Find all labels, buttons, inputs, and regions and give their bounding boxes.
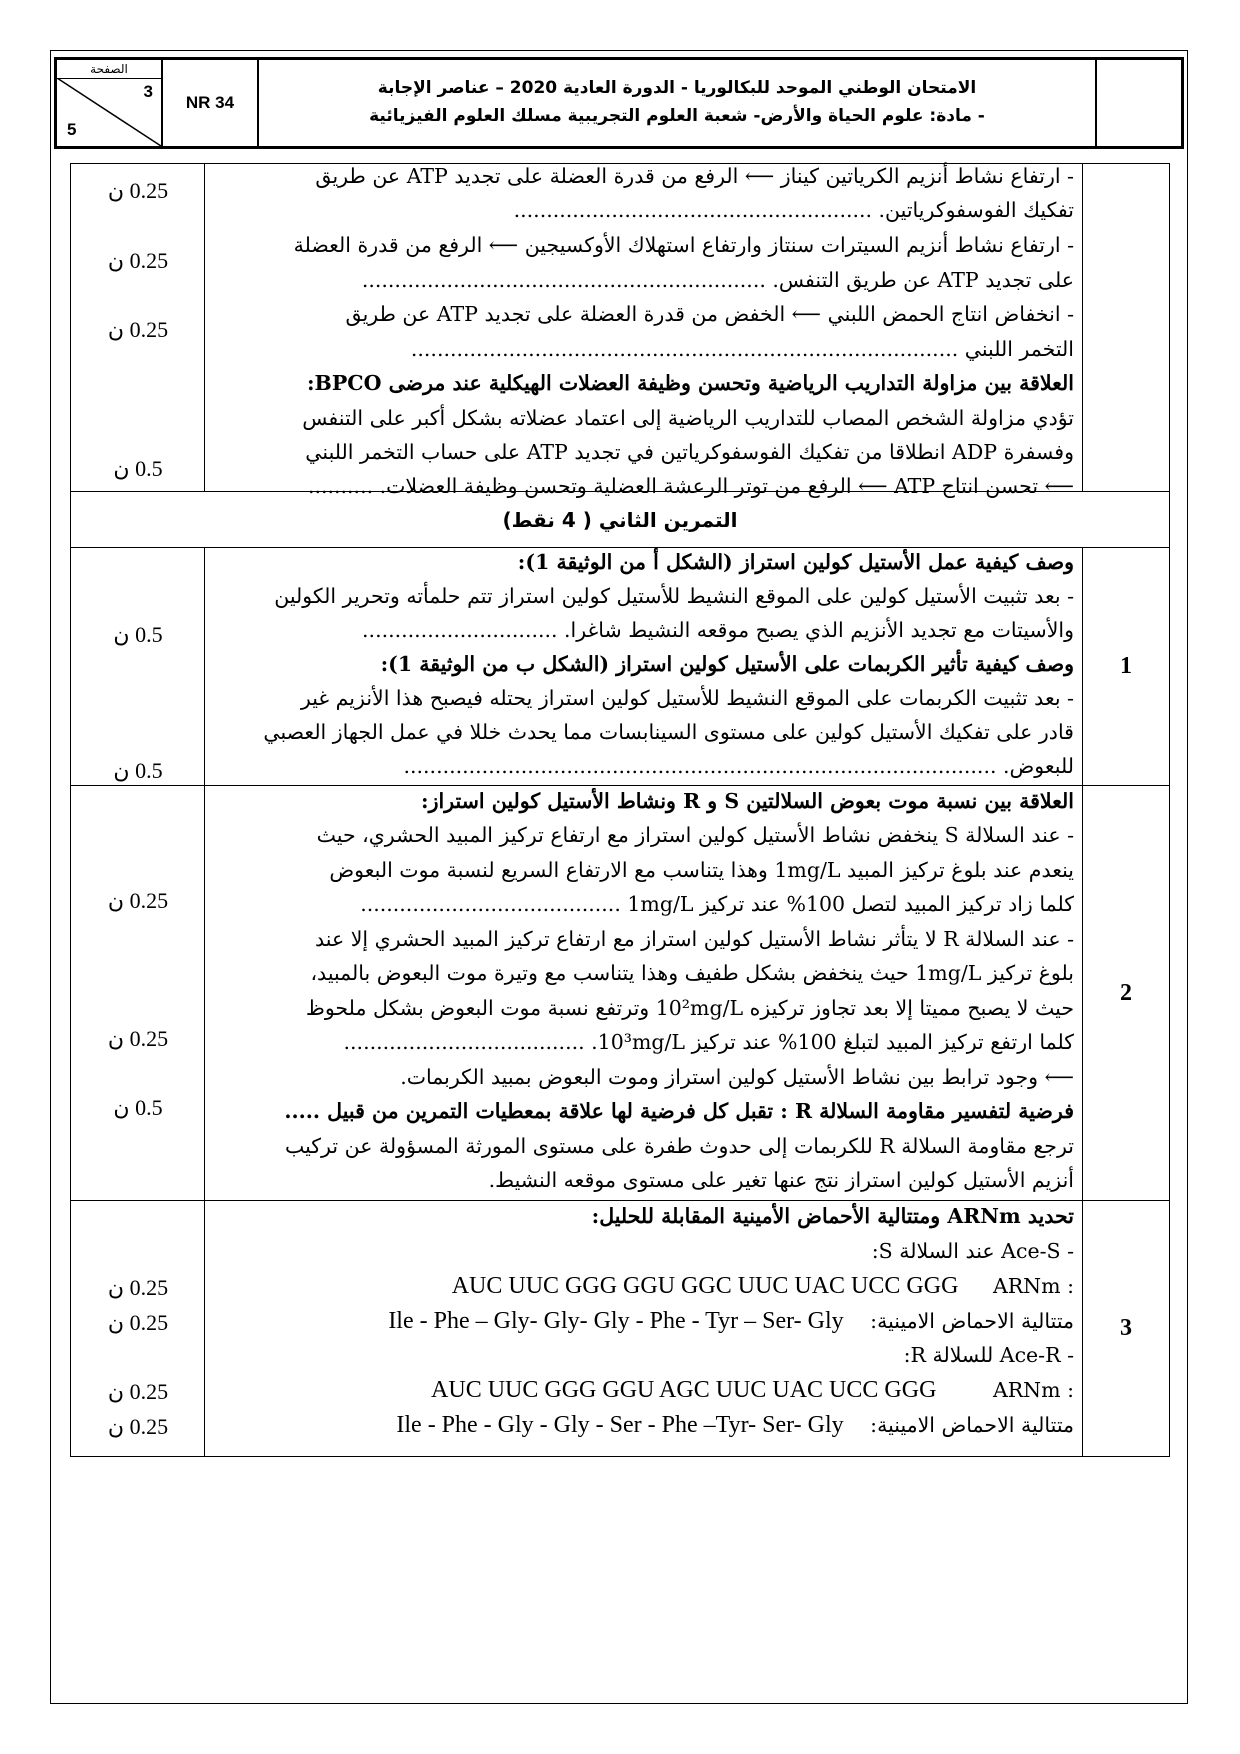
text-line: تفكيك الفوسفوكرياتين. ....................................................... [513, 198, 1074, 222]
section-heading: وصف كيفية تأثير الكربمات على الأستيل كولين استراز (الشكل ب من الوثيقة 1): [380, 652, 1074, 676]
text-line: حيث لا يصبح مميتا إلا بعد تجاوز تركيزه 10²mg/L وترتفع نسبة موت البعوض بشكل ملحوظ [305, 996, 1074, 1020]
text-line: ترجع مقاومة السلالة R للكربمات إلى حدوث طفرة على مستوى المورثة المسؤولة عن تركيب [284, 1134, 1074, 1158]
answer-text [205, 548, 1082, 785]
text-line: - بعد تثبيت الأستيل كولين على الموقع النشيط للأستيل كولين استراز تتم حلمأته وتحرير الكولين [274, 584, 1074, 608]
page-number-box [57, 60, 161, 146]
text-line: - عند السلالة R لا يتأثر نشاط الأستيل كولين استراز مع ارتفاع تركيز المبيد الحشري إلا عند [315, 927, 1074, 951]
aa-label: متتالية الاحماض الامينية: [870, 1413, 1074, 1437]
aa-s-sequence: Ile - Phe – Gly- Gly- Gly - Phe - Tyr – Ser- Gly [388, 1308, 844, 1334]
text-line: قادر على تفكيك الأستيل كولين على مستوى السينابسات مما يحدث خللا في عمل الجهاز العصبي [263, 720, 1074, 744]
score-value: 0.25 ن [107, 248, 169, 273]
table-row [71, 1200, 1169, 1456]
text-line: وفسفرة ADP انطلاقا من تفكيك الفوسفوكرياتين في تجديد ATP على حساب التخمر اللبني [305, 440, 1074, 464]
table-row [71, 547, 1169, 785]
score-value: 0.25 ن [107, 888, 169, 913]
text-line: كلما زاد تركيز المبيد لتصل 100% عند تركيز 1mg/L ........................................ [360, 892, 1074, 916]
table-row [71, 785, 1169, 1200]
text-line: أنزيم الأستيل كولين استراز نتج عنها تغير على مستوى موقعه النشيط. [488, 1168, 1074, 1192]
page-current: 3 [143, 82, 153, 101]
arnm-label: : ARNm [992, 1378, 1074, 1402]
text-line: والأسيتات مع تجديد الأنزيم الذي يصبح موقعه النشيط شاغرا. .............................. [362, 618, 1074, 642]
text-line: تؤدي مزاولة الشخص المصاب للتداريب الرياضية إلى اعتماد عضلاته بشكل أكبر على التنفس [302, 406, 1074, 430]
allele-r-title: - Ace-R للسلالة R: [903, 1343, 1074, 1367]
score-value: 0.25 ن [107, 1026, 169, 1051]
aa-label: متتالية الاحماض الامينية: [870, 1309, 1074, 1333]
section-heading: العلاقة بين نسبة موت بعوض السلالتين S و R ونشاط الأستيل كولين استراز: [421, 789, 1074, 813]
score-column [71, 164, 205, 491]
allele-s-title: - Ace-S عند السلالة S: [871, 1239, 1074, 1263]
text-line: ⟵ وجود ترابط بين نشاط الأستيل كولين استراز وموت البعوض بمبيد الكربمات. [400, 1065, 1074, 1089]
score-value: 0.25 ن [107, 1310, 169, 1335]
arnm-s-line [213, 1267, 1074, 1305]
text-line: على تجديد ATP عن طريق التنفس. .............................................................. [361, 268, 1074, 292]
aa-r-line [213, 1406, 1074, 1444]
score-column [71, 548, 205, 785]
page-total: 5 [67, 120, 77, 139]
score-value: 0.5 ن [113, 622, 163, 647]
text-line: - انخفاض انتاج الحمض اللبني ⟵ الخفض من قدرة العضلة على تجديد ATP عن طريق [345, 302, 1074, 326]
score-column [71, 786, 205, 1200]
exercise-title: التمرين الثاني ( 4 نقط) [502, 507, 738, 532]
arnm-label: : ARNm [992, 1274, 1074, 1298]
score-value: 0.25 ن [107, 317, 169, 342]
section-heading: العلاقة بين مزاولة التداريب الرياضية وتحسن وظيفة العضلات الهيكلية عند مرضى BPCO: [306, 371, 1074, 395]
answer-text [205, 786, 1082, 1200]
score-value: 0.25 ن [107, 1379, 169, 1404]
arnm-r-line [213, 1371, 1074, 1409]
exam-code: NR 34 [161, 60, 257, 146]
question-number: 2 [1082, 786, 1169, 1200]
page-header [54, 57, 1184, 149]
arnm-r-sequence: AUC UUC GGG GGU AGC UUC UAC UCC GGG [431, 1377, 937, 1403]
question-number: 1 [1082, 548, 1169, 785]
text-line: - عند السلالة S ينخفض نشاط الأستيل كولين استراز مع ارتفاع تركيز المبيد الحشري، حيث [316, 823, 1074, 847]
text-line: - ارتفاع نشاط أنزيم السيترات سنتاز وارتفاع استهلاك الأوكسيجين ⟵ الرفع من قدرة العضلة [293, 233, 1074, 257]
answer-table [70, 163, 1170, 1457]
exam-title: الامتحان الوطني الموحد للبكالوريا - الدورة العادية 2020 – عناصر الإجابة [377, 78, 977, 98]
section-heading: تحديد ARNm ومتتالية الأحماض الأمينية المقابلة للحليل: [591, 1204, 1074, 1228]
table-row [71, 164, 1169, 498]
score-value: 0.5 ن [113, 1095, 163, 1120]
section-heading: وصف كيفية عمل الأستيل كولين استراز (الشكل أ من الوثيقة 1): [517, 550, 1074, 574]
arnm-s-sequence: AUC UUC GGG GGU GGC UUC UAC UCC GGG [451, 1273, 959, 1299]
answer-text [205, 1201, 1082, 1456]
text-line: ينعدم عند بلوغ تركيز المبيد 1mg/L وهذا يتناسب مع الارتفاع السريع لنسبة موت البعوض [329, 858, 1074, 882]
exam-title-box [257, 60, 1095, 146]
score-value: 0.25 ن [107, 1414, 169, 1439]
aa-s-line [213, 1302, 1074, 1340]
text-line: كلما ارتفع تركيز المبيد لتبلغ 100% عند تركيز 10³mg/L. ..................................... [343, 1030, 1074, 1054]
answer-text [205, 164, 1082, 498]
text-line: - ارتفاع نشاط أنزيم الكرياتين كيناز ⟵ الرفع من قدرة العضلة على تجديد ATP عن طريق [315, 164, 1074, 188]
score-value: 0.25 ن [107, 1275, 169, 1300]
score-column [71, 1201, 205, 1456]
score-value: 0.5 ن [113, 456, 163, 481]
text-line: - بعد تثبيت الكربمات على الموقع النشيط للأستيل كولين استراز يحتله فيصبح هذا الأنزيم غير [300, 686, 1074, 710]
exam-subject: - مادة: علوم الحياة والأرض- شعبة العلوم التجريبية مسلك العلوم الفيزيائية [369, 106, 985, 126]
header-empty-cell [1095, 60, 1181, 146]
text-line: التخمر اللبني .................................................................................... [410, 337, 1074, 361]
text-line: للبعوض. ........................................................................................... [403, 754, 1074, 778]
question-number-cell [1082, 164, 1169, 491]
question-number: 3 [1082, 1201, 1169, 1456]
section-heading: فرضية لتفسير مقاومة السلالة R : تقبل كل فرضية لها علاقة بمعطيات التمرين من قبيل ..... [284, 1099, 1074, 1123]
exercise-title-row [71, 491, 1169, 547]
aa-r-sequence: Ile - Phe - Gly - Gly - Ser - Phe –Tyr- Ser- Gly [396, 1412, 844, 1438]
text-line: ⟵ تحسن انتاج ATP ⟵ الرفع من توتر الرعشة العضلية وتحسن وظيفة العضلات. .......... [307, 474, 1074, 498]
text-line: بلوغ تركيز 1mg/L حيث ينخفض بشكل طفيف وهذا يتناسب مع وتيرة موت البعوض بالمبيد، [310, 961, 1074, 985]
score-value: 0.25 ن [107, 178, 169, 203]
score-value: 0.5 ن [113, 758, 163, 783]
page-label: الصفحة [57, 60, 161, 79]
